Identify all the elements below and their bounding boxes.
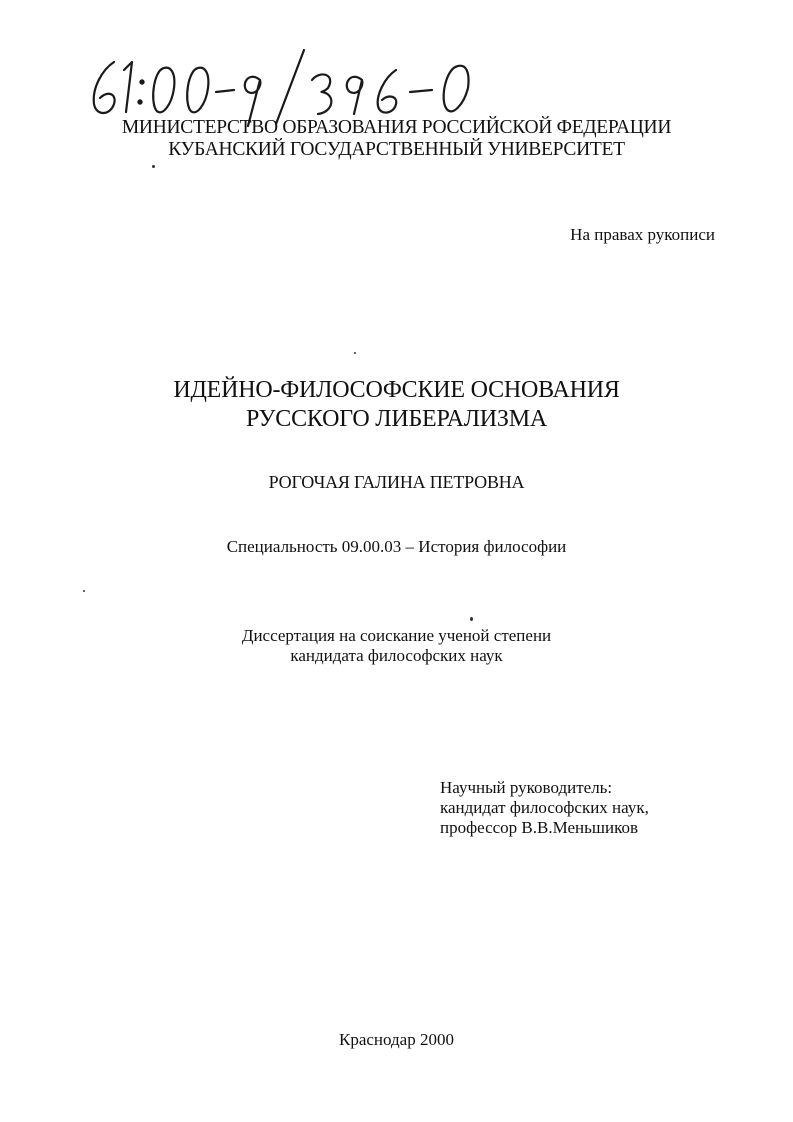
degree-line-2: кандидата философских наук <box>290 646 503 665</box>
degree-statement <box>0 626 793 666</box>
title-line-2: РУССКОГО ЛИБЕРАЛИЗМА <box>245 406 548 432</box>
author-name: РОГОЧАЯ ГАЛИНА ПЕТРОВНА <box>268 472 525 492</box>
specialty: Специальность 09.00.03 – История философии <box>226 537 567 556</box>
rights-note: На правах рукописи <box>570 225 715 244</box>
ministry-name: МИНИСТЕРСТВО ОБРАЗОВАНИЯ РОССИЙСКОЙ ФЕДЕРАЦИИ <box>121 117 672 138</box>
supervisor-name: профессор В.В.Меньшиков <box>440 818 638 837</box>
scan-speck <box>354 352 356 354</box>
scan-speck <box>83 590 85 592</box>
supervisor-label: Научный руководитель: <box>440 778 613 797</box>
title-line-1: ИДЕЙНО-ФИЛОСОФСКИЕ ОСНОВАНИЯ <box>173 377 620 403</box>
institution-header <box>0 117 793 161</box>
university-name: КУБАНСКИЙ ГОСУДАРСТВЕННЫЙ УНИВЕРСИТЕТ <box>168 139 625 160</box>
scan-speck <box>152 165 155 168</box>
scan-speck <box>470 617 473 621</box>
supervisor-degree: кандидат философских наук, <box>440 798 649 817</box>
supervisor-block <box>440 778 649 838</box>
dissertation-title <box>0 376 793 434</box>
city-year: Краснодар 2000 <box>339 1030 454 1049</box>
degree-line-1: Диссертация на соискание ученой степени <box>241 626 552 645</box>
